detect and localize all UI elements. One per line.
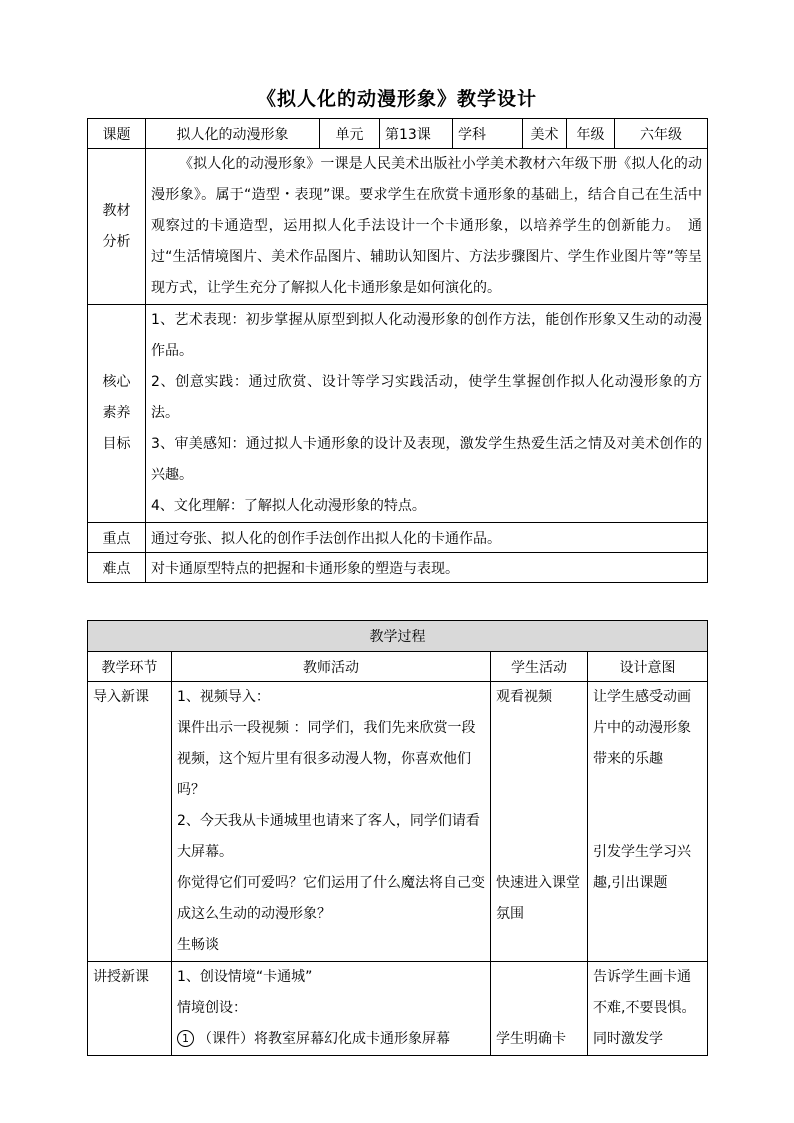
lecture-stage: 讲授新课	[88, 962, 172, 1056]
intro-stage: 导入新课	[88, 682, 172, 962]
goals-label: 核心 素养 目标	[88, 305, 146, 523]
goal-item-2: 2、创意实践：通过欣赏、设计等学习实践活动，使学生掌握创作拟人化动漫形象的方法。	[151, 374, 702, 421]
key-point-text: 通过夸张、拟人化的创作手法创作出拟人化的卡通作品。	[146, 523, 708, 553]
goals-cell	[146, 305, 708, 523]
grade-label: 年级	[567, 119, 615, 149]
analysis-label: 教材 分析	[88, 149, 146, 305]
intro-row	[88, 682, 708, 962]
goal-item-4: 4、文化理解：了解拟人化动漫形象的特点。	[151, 498, 426, 514]
process-heading: 教学过程	[88, 621, 708, 652]
process-table	[87, 620, 708, 1056]
key-point-row	[88, 523, 708, 553]
circled-number-icon: 1	[177, 1030, 194, 1047]
lecture-student-activity: 学生明确卡	[491, 962, 588, 1056]
analysis-text: 《拟人化的动漫形象》一课是人民美术出版社小学美术教材六年级下册《拟人化的动漫形象》。属于“造型・表现”课。要求学生在欣赏卡通形象的基础上，结合自己在生活中观察过的卡通造型，运用拟人化手法设计一个卡通形象，以培养学生的创新能力。 通过“生活情境图片、美术作品图片、辅助认知图片、方法步骤图片、学生作业图片等”等呈现方式，让学生充分了解拟人化卡通形象是如何演化的。	[151, 156, 702, 296]
column-header-stage: 教学环节	[88, 652, 172, 682]
info-row	[88, 119, 708, 149]
analysis-row	[88, 149, 708, 305]
subject-value: 美术	[523, 119, 567, 149]
goals-row	[88, 305, 708, 523]
info-table	[87, 118, 708, 583]
subject-label: 学科	[453, 119, 523, 149]
column-header-intent: 设计意图	[588, 652, 708, 682]
page-title: 《拟人化的动漫形象》教学设计	[256, 88, 537, 110]
column-header-teacher: 教师活动	[172, 652, 491, 682]
intro-design-intent: 让学生感受动画片中的动漫形象带来的乐趣 引发学生学习兴趣,引出课题	[588, 682, 708, 962]
unit-label: 单元	[320, 119, 380, 149]
lecture-teacher-activity: 1、创设情境“卡通城” 情境创设： 1 （课件）将教室屏幕幻化成卡通形象屏幕	[172, 962, 491, 1056]
grade-value: 六年级	[615, 119, 708, 149]
topic-value: 拟人化的动漫形象	[146, 119, 320, 149]
topic-label: 课题	[88, 119, 146, 149]
goal-item-1: 1、艺术表现：初步掌握从原型到拟人化动漫形象的创作方法，能创作形象又生动的动漫作品。	[151, 312, 702, 359]
lecture-row	[88, 962, 708, 1056]
lecture-design-intent: 告诉学生画卡通不难,不要畏惧。同时激发学	[588, 962, 708, 1056]
intro-teacher-activity: 1、视频导入： 课件出示一段视频 ：同学们，我们先来欣赏一段视频，这个短片里有很多动漫人物，你喜欢他们吗？ 2、今天我从卡通城里也请来了客人，同学们请看大屏幕。 你觉得它们可爱吗？它们运用了什么魔法将自己变成这么生动的动漫形象？ 生畅谈	[172, 682, 491, 962]
difficulty-row	[88, 553, 708, 583]
column-header-student: 学生活动	[491, 652, 588, 682]
analysis-cell	[146, 149, 708, 305]
difficulty-text: 对卡通原型特点的把握和卡通形象的塑造与表现。	[146, 553, 708, 583]
key-point-label: 重点	[88, 523, 146, 553]
process-columns-row	[88, 652, 708, 682]
process-heading-row	[88, 621, 708, 652]
difficulty-label: 难点	[88, 553, 146, 583]
unit-value: 第13课	[380, 119, 453, 149]
intro-student-activity: 观看视频 快速进入课堂氛围	[491, 682, 588, 962]
goal-item-3: 3、审美感知：通过拟人卡通形象的设计及表现，激发学生热爱生活之情及对美术创作的兴趣。	[151, 436, 702, 483]
